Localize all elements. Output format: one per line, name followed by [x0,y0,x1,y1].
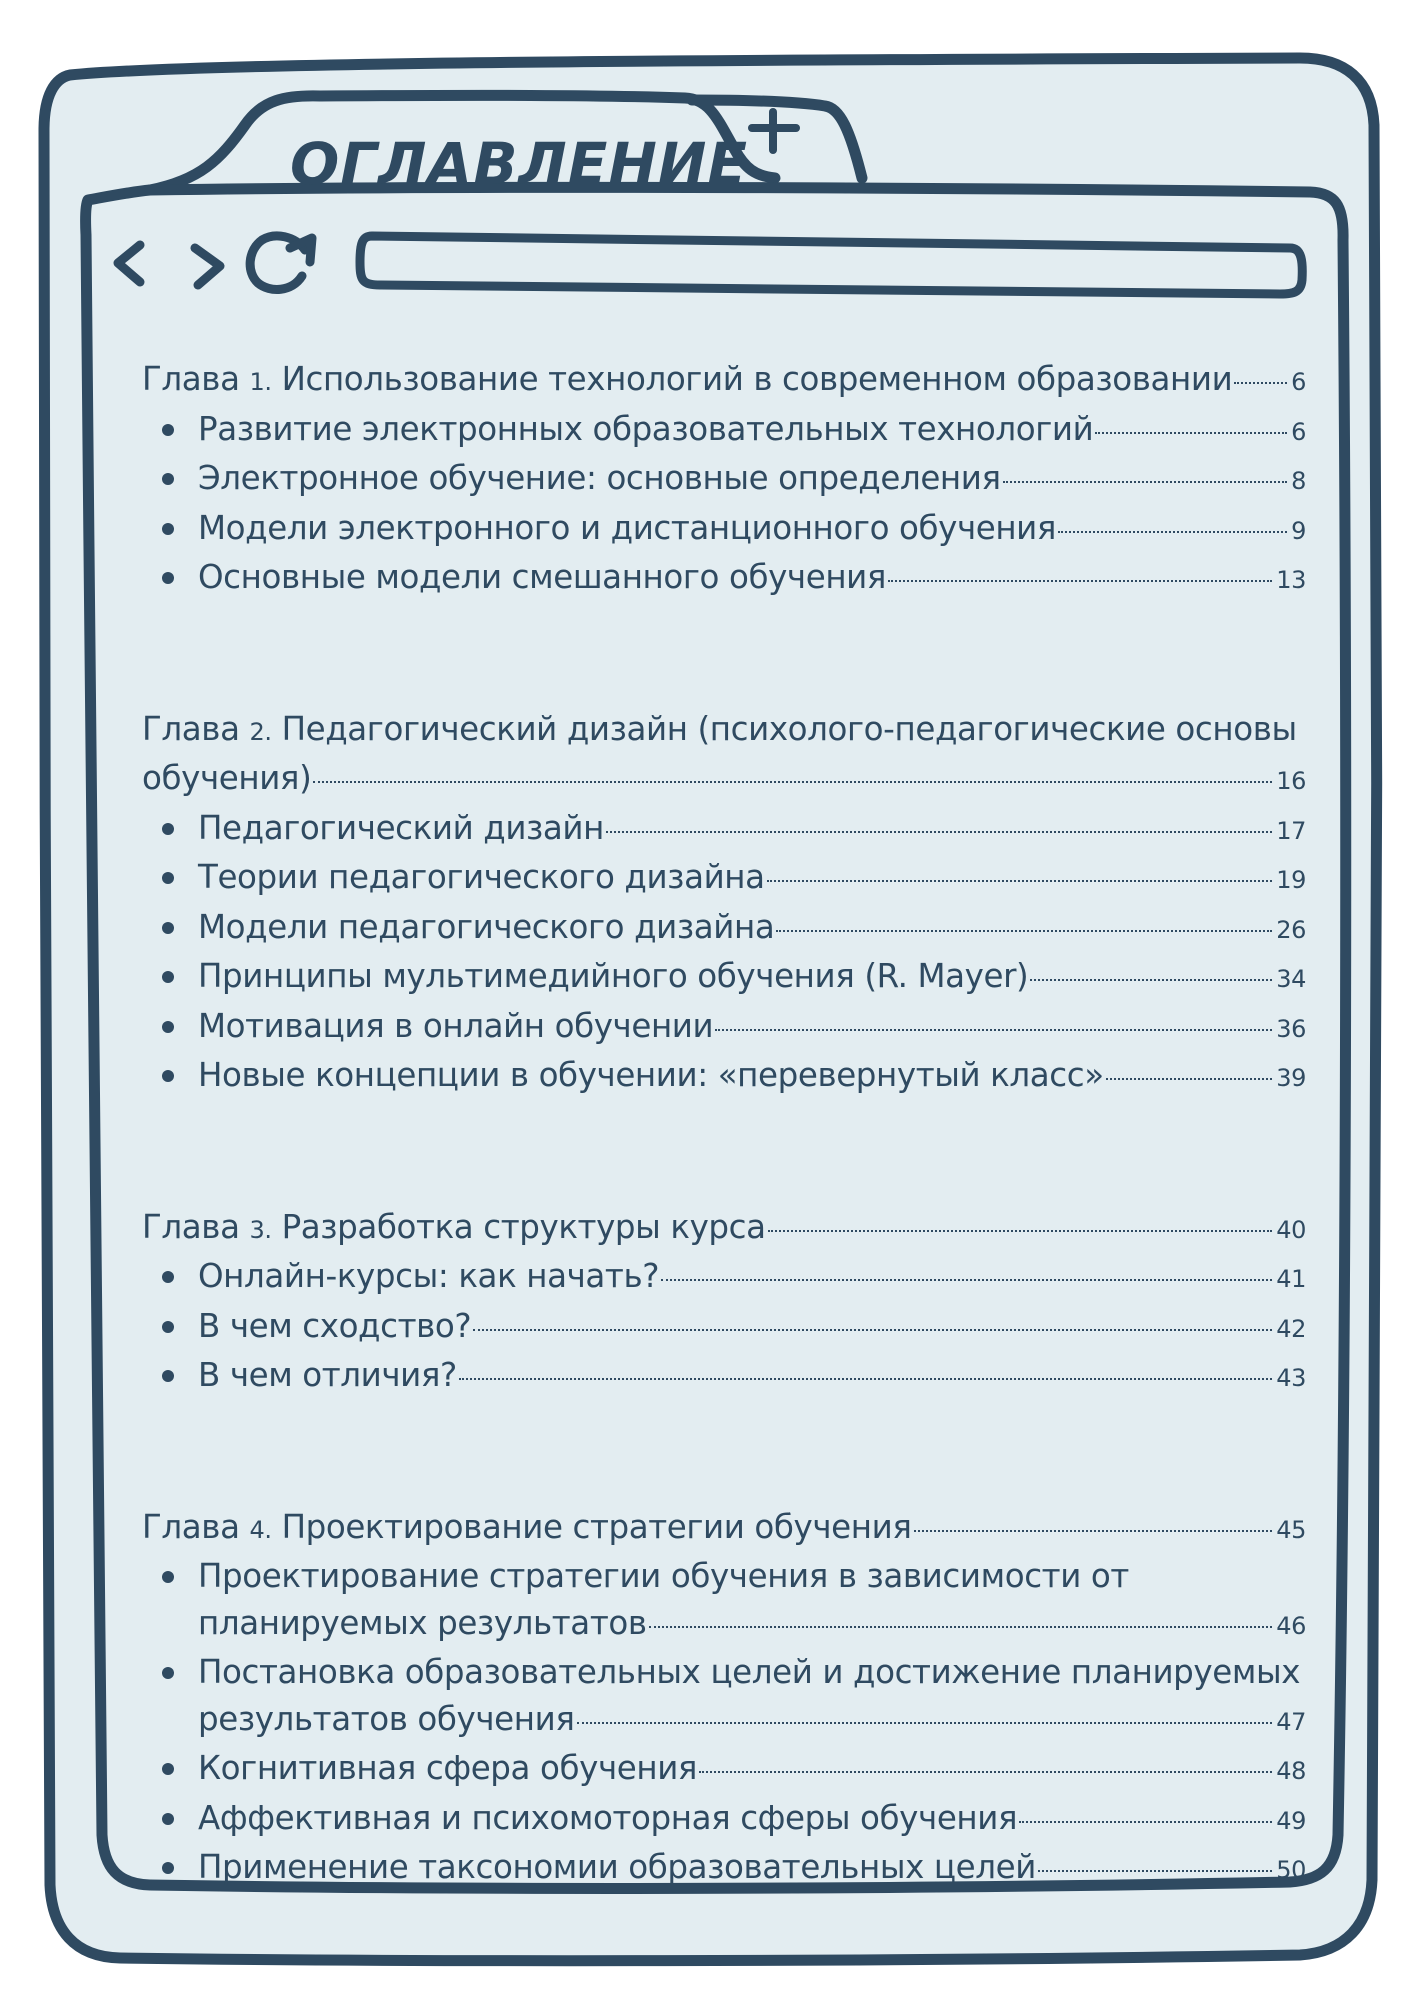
chapter-number: 4. [249,1515,272,1544]
page-number: 39 [1276,1064,1306,1092]
dot-leader [1095,432,1287,434]
list-item[interactable] [142,1745,1306,1795]
list-item[interactable] [142,1052,1306,1102]
page-number: 34 [1276,965,1306,993]
item-title: Педагогический дизайн [198,808,605,847]
dot-leader [768,1230,1273,1232]
list-item[interactable] [142,1303,1306,1353]
list-item[interactable] [142,805,1306,855]
tab-title: ОГЛАВЛЕНИЕ [290,130,749,198]
list-item[interactable] [142,1553,1306,1649]
page-number: 40 [1276,1215,1306,1244]
chapter-title-line2: обучения) [142,759,312,797]
list-item[interactable] [142,1003,1306,1053]
chapter-number: 2. [249,717,272,746]
chapter-prefix: Глава [142,709,240,748]
page-number: 45 [1276,1515,1306,1544]
list-item[interactable] [142,1795,1306,1845]
page-number: 48 [1276,1757,1306,1785]
chapter-prefix: Глава [142,1507,240,1546]
chapter-prefix: Глава [142,1207,240,1246]
dot-leader [888,580,1272,582]
page-number: 41 [1276,1265,1306,1293]
page-number: 19 [1276,866,1306,894]
chapter-title: Использование технологий в современном образовании [281,360,1233,398]
item-title: В чем сходство? [198,1306,472,1345]
page-number: 16 [1276,767,1306,795]
dot-leader [715,1029,1272,1031]
dot-leader [914,1530,1273,1532]
list-item[interactable] [142,1352,1306,1402]
page-number: 49 [1276,1806,1306,1835]
list-item[interactable] [142,1649,1306,1745]
item-title: Мотивация в онлайн обучении [198,1006,714,1045]
item-title: Развитие электронных образовательных технологий [198,409,1094,448]
dot-leader [1038,1870,1272,1872]
list-item[interactable] [142,505,1306,555]
page-number: 8 [1291,467,1306,495]
chapter-number: 3. [249,1215,272,1244]
chapter-number: 1. [249,368,272,396]
item-title: Применение таксономии образовательных целей [198,1848,1036,1886]
chapter-prefix: Глава [142,360,240,398]
item-title: Новые концепции в обучении: «перевернутый класс» [198,1056,1104,1094]
dot-leader [606,831,1272,833]
chapter-heading[interactable] [142,356,1306,406]
item-title: В чем отличия? [198,1356,457,1394]
dot-leader [577,1722,1273,1724]
page-number: 43 [1276,1364,1306,1392]
page-number: 17 [1276,816,1306,845]
list-item[interactable] [142,854,1306,904]
chapter-title: Разработка структуры курса [281,1207,766,1246]
item-title: Когнитивная сфера обучения [198,1749,698,1787]
chapter-3 [142,1204,1306,1402]
dot-leader [699,1771,1272,1773]
item-title: Онлайн-курсы: как начать? [198,1257,660,1295]
item-title: Модели электронного и дистанционного обучения [198,508,1057,547]
item-title-line2: планируемых результатов [198,1603,647,1642]
chapter-title-line1: Педагогический дизайн (психолого-педагогические основы [281,709,1297,748]
item-title: Теории педагогического дизайна [198,858,765,896]
item-title: Модели педагогического дизайна [198,907,775,946]
address-bar[interactable] [360,236,1302,294]
page-number: 6 [1291,368,1306,396]
item-title: Электронное обучение: основные определения [198,459,1001,497]
page-number: 36 [1276,1014,1306,1043]
dot-leader [459,1378,1272,1380]
page-number: 50 [1276,1856,1306,1884]
item-title: Принципы мультимедийного обучения (R. Mayer) [198,957,1029,995]
list-item[interactable] [142,455,1306,505]
chapter-2 [142,706,1306,1102]
page-number: 26 [1276,915,1306,944]
chapter-heading[interactable] [142,1504,1306,1554]
dot-leader [1019,1821,1272,1823]
page-number: 42 [1276,1314,1306,1343]
dot-leader [776,930,1272,932]
page-number: 47 [1276,1707,1306,1736]
list-item[interactable] [142,1253,1306,1303]
dot-leader [649,1626,1273,1628]
list-item[interactable] [142,904,1306,954]
item-title: Аффективная и психомоторная сферы обучения [198,1798,1018,1837]
item-title-line1: Постановка образовательных целей и достижение планируемых [198,1653,1301,1691]
item-title-line2: результатов обучения [198,1699,575,1738]
dot-leader [473,1329,1272,1331]
list-item[interactable] [142,1844,1306,1894]
item-title-line1: Проектирование стратегии обучения в зависимости от [198,1557,1129,1595]
dot-leader [1106,1078,1273,1080]
page-number: 6 [1291,417,1306,446]
list-item[interactable] [142,953,1306,1003]
dot-leader [1030,979,1272,981]
dot-leader [661,1279,1272,1281]
chapter-heading[interactable] [142,706,1306,805]
chapter-heading[interactable] [142,1204,1306,1254]
page-number: 46 [1276,1611,1306,1640]
dot-leader [767,880,1273,882]
dot-leader [1234,382,1287,384]
list-item[interactable] [142,406,1306,456]
dot-leader [1003,481,1287,483]
page-number: 13 [1276,566,1306,594]
list-item[interactable] [142,554,1306,604]
page-number: 9 [1291,516,1306,545]
dot-leader [1058,531,1287,533]
item-title: Основные модели смешанного обучения [198,558,887,596]
chapter-1 [142,356,1306,604]
dot-leader [313,781,1272,783]
table-of-contents [142,356,1306,1894]
chapter-4 [142,1504,1306,1894]
chapter-title: Проектирование стратегии обучения [281,1507,912,1546]
